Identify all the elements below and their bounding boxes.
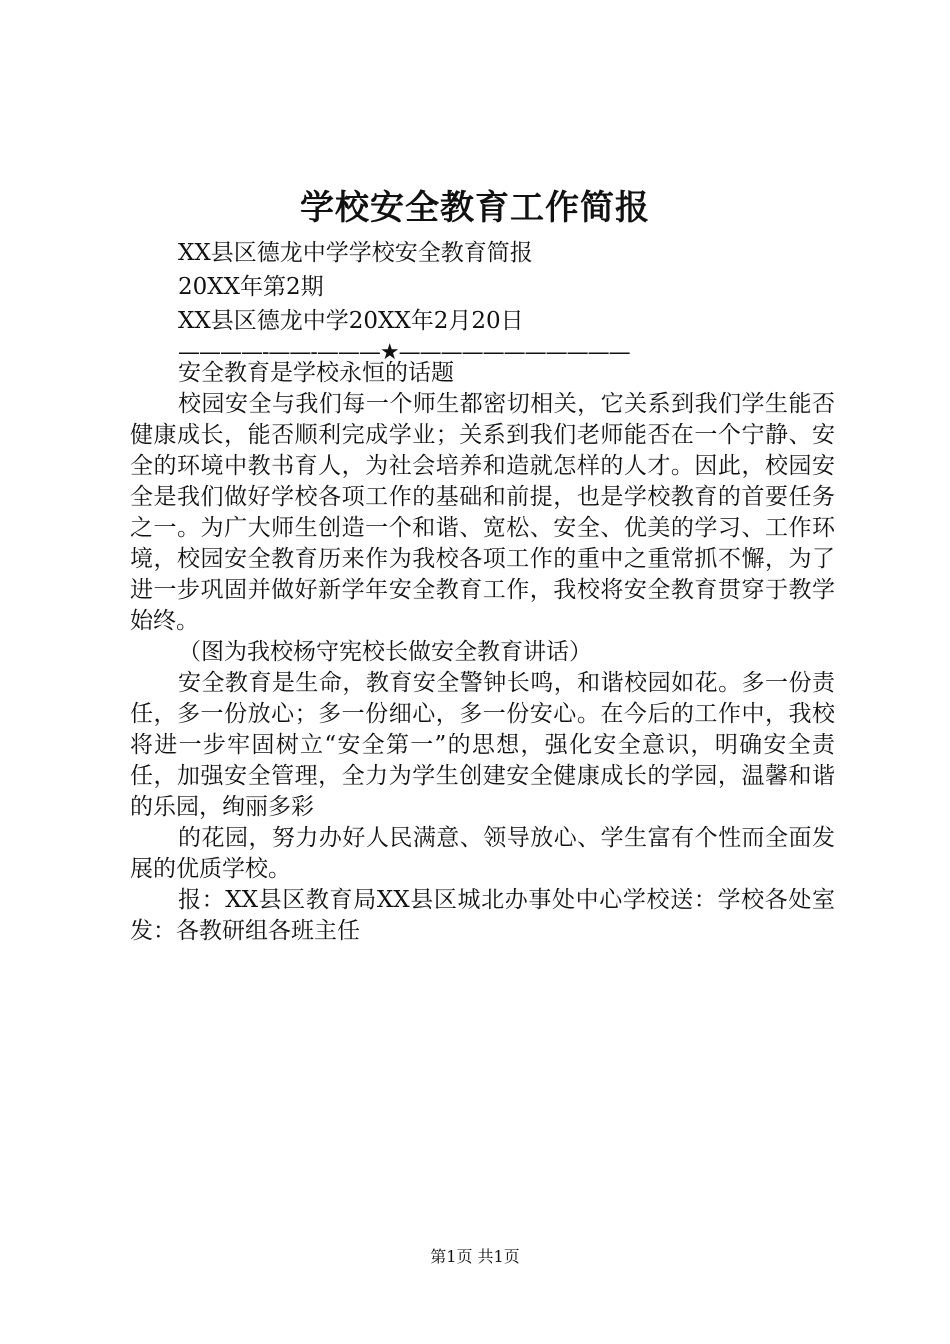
page-title: 学校安全教育工作简报 (300, 188, 650, 228)
page-footer: 第1页 共1页 (430, 1247, 520, 1266)
bulletin-issue: 20XX年第2期 (178, 274, 324, 300)
distribution-line: 报：XX县区教育局XX县区城北办事处中心学校送：学校各处室发：各教研组各班主任 (130, 887, 835, 944)
body-paragraph: 校园安全与我们每一个师生都密切相关，它关系到我们学生能否健康成长，能否顺利完成学业；关系到我们老师能否在一个宁静、安全的环境中教书育人，为社会培养和造就怎样的人才。因此，校园安全是我们做好学校各项工作的基础和前提，也是学校教育的首要任务之一。为广大师生创造一个和谐、宽松、安全、优美的学习、工作环境，校园安全教育历来作为我校各项工作的重中之重常抓不懈，为了进一步巩固并做好新学年安全教育工作，我校将安全教育贯穿于教学始终。 (130, 391, 835, 634)
bulletin-header (178, 236, 838, 368)
star-divider: ————-——-———★——————————— (178, 340, 630, 365)
body-paragraph: 安全教育是生命，教育安全警钟长鸣，和谐校园如花。多一份责任，多一份放心；多一份细心，多一份安心。在今后的工作中，我校将进一步牢固树立“安全第一”的思想，强化安全意识，明确安全责任，加强安全管理，全力为学生创建安全健康成长的学园，温馨和谐的乐园，绚丽多彩 (130, 670, 835, 820)
bulletin-school-name: XX县区德龙中学学校安全教育简报 (178, 240, 533, 266)
section-heading: 安全教育是学校永恒的话题 (178, 360, 454, 386)
image-caption: （图为我校杨守宪校长做安全教育讲话） (178, 639, 592, 665)
document-body (130, 358, 835, 947)
body-paragraph: 的花园，努力办好人民满意、领导放心、学生富有个性而全面发展的优质学校。 (130, 825, 835, 882)
bulletin-date: XX县区德龙中学20XX年2月20日 (178, 308, 524, 334)
